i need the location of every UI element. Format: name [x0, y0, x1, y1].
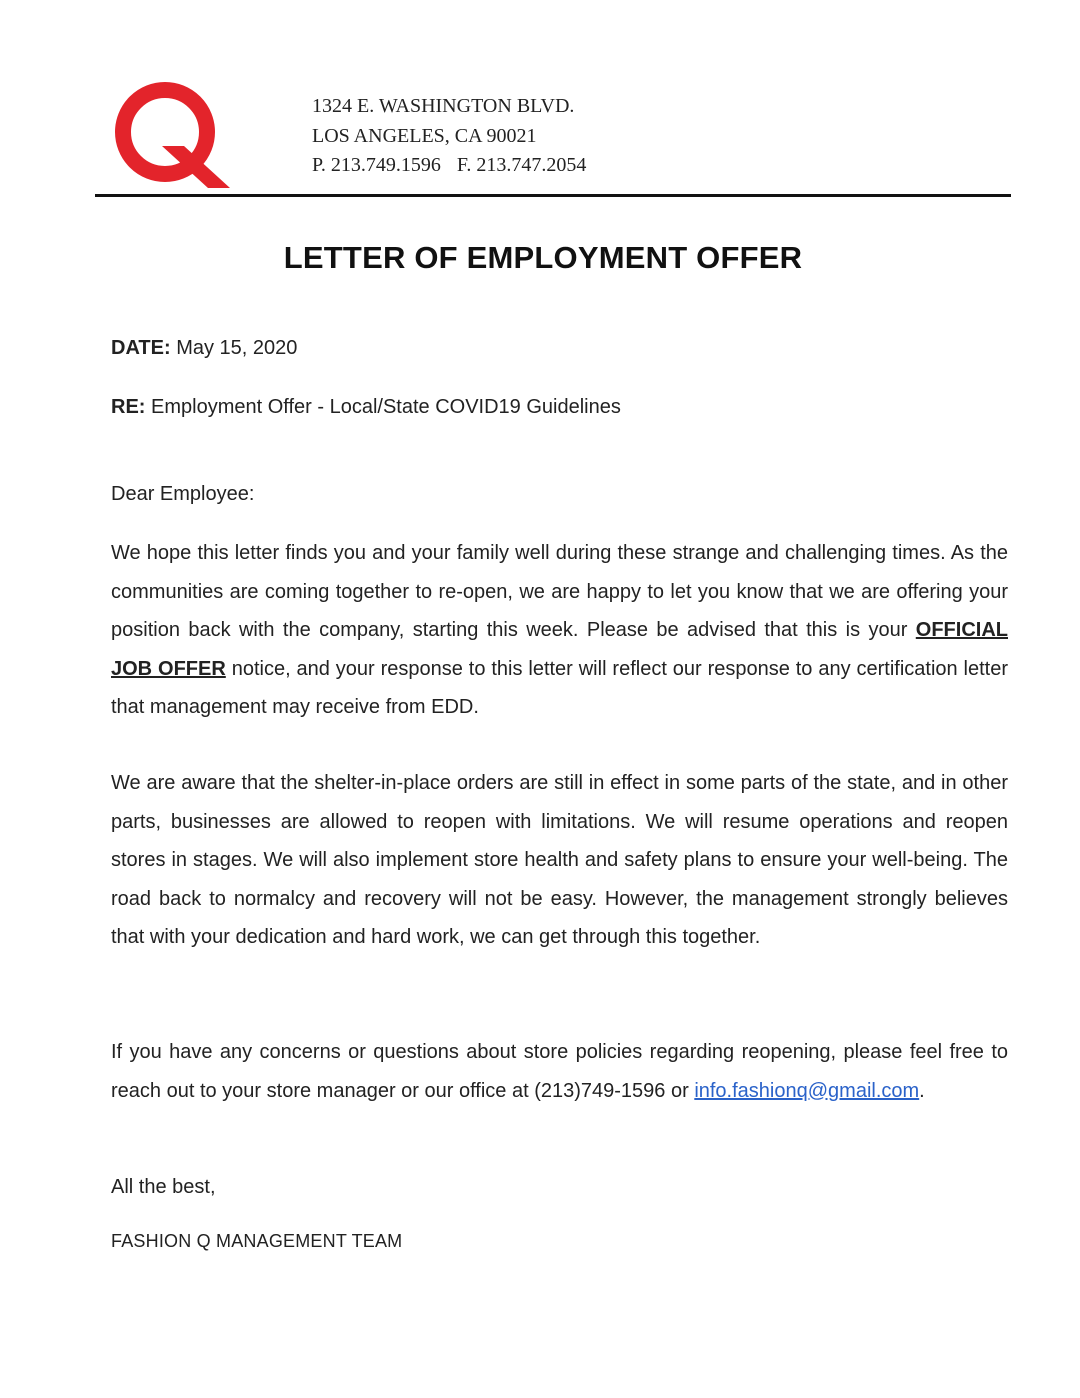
paragraph-reopening: We are aware that the shelter-in-place orders are still in effect in some parts of the state, and in other parts, businesses are allowed to reopen with limitations. We will resume operations and reopen stores in stages. We will also implement store health and safety plans to ensure your well-being. The road back to normalcy and recovery will not be easy. However, the management strongly believes that with your dedication and hard work, we can get through this together.	[111, 772, 1008, 948]
salutation: Dear Employee:	[111, 483, 255, 505]
date-value: May 15, 2020	[176, 337, 298, 359]
date-label: DATE:	[111, 337, 171, 359]
red-q-logo-icon	[110, 80, 232, 190]
address-city: LOS ANGELES, CA 90021	[312, 124, 537, 147]
address-contact	[312, 151, 586, 181]
re-label: RE:	[111, 396, 146, 418]
phone-number: P. 213.749.1596	[312, 154, 441, 176]
letterhead-address	[312, 92, 586, 181]
official-job-offer-emphasis: OFFICIAL JOB OFFER	[111, 619, 1008, 680]
letter-title: LETTER OF EMPLOYMENT OFFER	[283, 240, 803, 275]
paragraph-offer-text-2: notice, and your response to this letter will reflect our response to any certification letter that management may receive from EDD.	[111, 657, 1008, 718]
paragraph-offer-text-1: We hope this letter finds you and your family well during these strange and challenging times. As the communities are coming together to re-open, we are happy to let you know that we are offering your position back with the company, starting this week. Please be advised that this is your	[111, 542, 1008, 641]
paragraph-contact-text-2: .	[919, 1079, 925, 1102]
paragraph-contact-text-1: If you have any concerns or questions about store policies regarding reopening, please feel free to reach out to your store manager or our office at (213)749-1596 or	[111, 1041, 1008, 1102]
re-line	[111, 396, 621, 419]
closing: All the best,	[111, 1176, 216, 1198]
signature: FASHION Q MANAGEMENT TEAM	[111, 1231, 403, 1251]
fax-number: F. 213.747.2054	[456, 154, 587, 176]
paragraph-offer	[111, 534, 1008, 727]
paragraph-contact	[111, 1033, 1008, 1110]
letterhead-divider	[95, 194, 1011, 197]
re-value: Employment Offer - Local/State COVID19 Guidelines	[151, 396, 621, 418]
date-line	[111, 337, 297, 360]
address-street: 1324 E. WASHINGTON BLVD.	[312, 95, 575, 117]
email-link[interactable]: info.fashionq@gmail.com	[694, 1079, 920, 1102]
